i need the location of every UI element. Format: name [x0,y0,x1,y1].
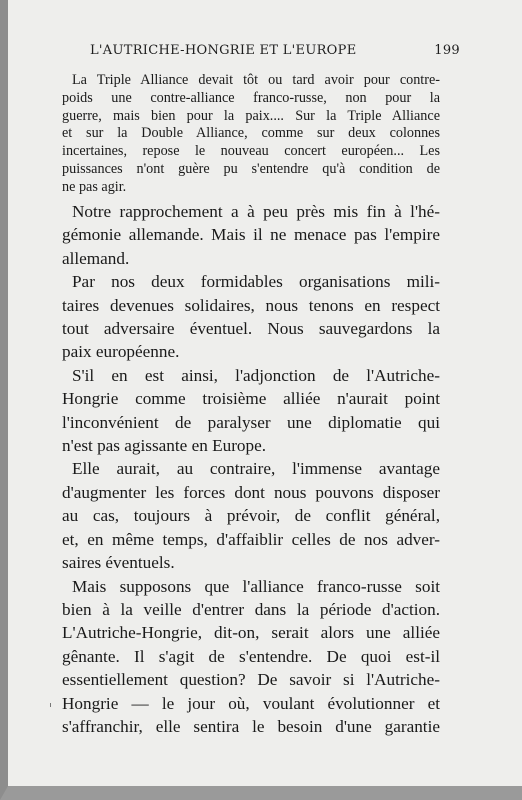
text-line: gênante. Il s'agit de s'entendre. De quoi est-il [62,646,440,666]
text-line: saires éventuels. [62,553,175,573]
paragraph [62,364,440,458]
text-line: et, en même temps, d'affaiblir celles de nos adver- [62,529,440,549]
text-line: Notre rapprochement a à peu près mis fin à l'hé- [72,202,440,221]
print-speck [50,703,51,707]
text-line: l'inconvénient de paralyser une diplomatie qui [62,412,440,432]
paragraph [62,200,440,270]
text-line: Hongrie — le jour où, voulant évolutionner et [62,693,440,713]
text-line: Par nos deux formidables organisations mili- [72,272,440,292]
quoted-passage [62,72,440,197]
body-text [62,200,440,738]
quote-line: ne pas agir. [62,178,127,195]
quote-line: et sur la Double Alliance, comme sur deux colonnes [62,125,440,142]
text-line: Mais supposons que l'alliance franco-russe soit [72,576,440,596]
text-line: bien à la veille d'entrer dans la période d'action. [62,599,440,619]
text-line: paix européenne. [62,342,180,362]
quote-line: puissances n'ont guère pu s'entendre qu'à condition de [62,160,440,177]
text-line: allemand. [62,248,130,268]
page-number: 199 [434,43,460,58]
text-line: S'il en est ainsi, l'adjonction de l'Autriche- [72,365,440,385]
quote-line: guerre, mais bien pour la paix.... Sur la Triple Alliance [62,107,440,124]
paragraph [62,457,440,574]
quote-line: incertaines, repose le nouveau concert européen... Les [62,143,440,160]
paragraph [62,575,440,739]
text-line: d'augmenter les forces dont nous pouvons disposer [62,482,440,502]
quote-line: La Triple Alliance devait tôt ou tard avoir pour contre- [72,72,440,88]
quote-line: poids une contre-alliance franco-russe, non pour la [62,89,440,106]
text-line: gémonie allemande. Mais il ne menace pas l'empire [62,225,440,245]
text-line: essentiellement question? De savoir si l'Autriche- [62,670,440,690]
text-line: s'affranchir, elle sentira le besoin d'une garantie [62,716,440,736]
text-line: au cas, toujours à prévoir, de conflit général, [62,506,440,526]
text-line: L'Autriche-Hongrie, dit-on, serait alors une alliée [62,623,440,643]
running-title: L'AUTRICHE-HONGRIE ET L'EUROPE [90,43,357,58]
text-line: taires devenues solidaires, nous tenons en respect [62,295,440,315]
text-line: tout adversaire éventuel. Nous sauvegardons la [62,319,440,339]
text-line: Elle aurait, au contraire, l'immense avantage [72,459,440,479]
paragraph [62,270,440,364]
text-line: Hongrie comme troisième alliée n'aurait point [62,389,440,409]
text-line: n'est pas agissante en Europe. [62,436,267,456]
